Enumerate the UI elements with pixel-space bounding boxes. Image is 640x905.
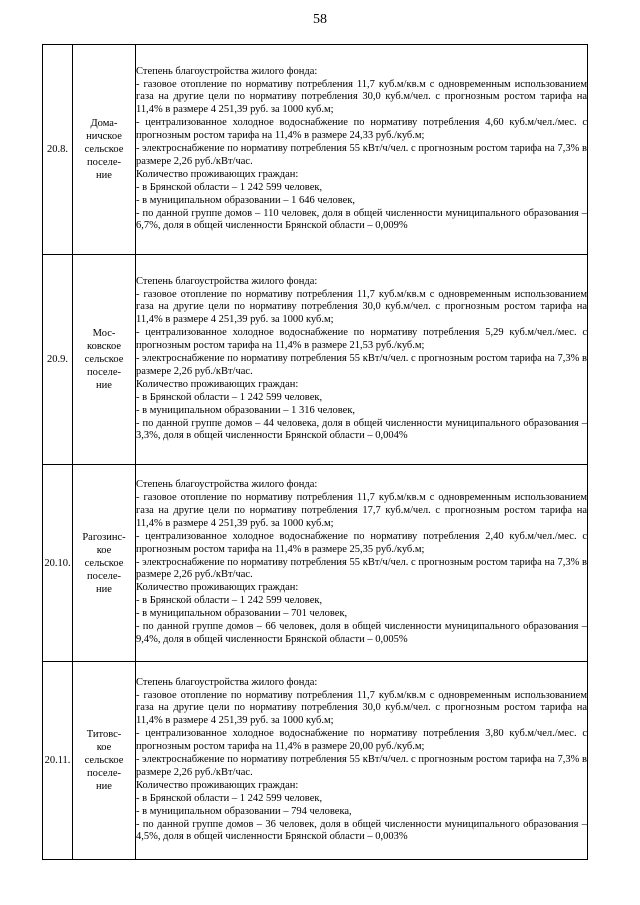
municipality-population: - в муниципальном образовании – 794 человека, xyxy=(136,805,352,817)
table-row xyxy=(43,465,588,662)
housing-heading: Степень благоустройства жилого фонда: xyxy=(136,676,318,688)
settlement-name-line: ковское xyxy=(87,341,121,352)
settlement-name-line: ние xyxy=(96,583,112,595)
housing-heading: Степень благоустройства жилого фонда: xyxy=(136,479,318,491)
page-number: 58 xyxy=(313,12,327,27)
electricity-item: - электроснабжение по нормативу потребления 55 кВт/ч/чел. с прогнозным ростом тарифа на 7,3% в размере 2,26 руб./кВт/час. xyxy=(136,353,587,377)
housing-heading: Степень благоустройства жилого фонда: xyxy=(136,275,318,287)
row-number: 20.8. xyxy=(43,45,73,255)
table-row xyxy=(43,255,588,465)
water-supply-item: - централизованное холодное водоснабжение по нормативу потребления 4,60 куб.м/чел./мес. с прогнозным ростом тарифа на 11,4% в размере 24,33 руб./куб.м; xyxy=(136,117,587,142)
residents-heading: Количество проживающих граждан: xyxy=(136,378,299,390)
settlement-description xyxy=(136,465,588,662)
housing-heading: Степень благоустройства жилого фонда: xyxy=(136,65,318,77)
gas-heating-item: - газовое отопление по нормативу потребления 11,7 куб.м/кв.м с одновременным использованием газа на другие цели по нормативу потребления 30,0 куб.м/чел. с прогнозным ростом тарифа на 11,4% в размере 4 251,39 руб. за 1000 куб.м; xyxy=(136,78,587,116)
electricity-item: - электроснабжение по нормативу потребления 55 кВт/ч/чел. с прогнозным ростом тарифа на 7,3% в размере 2,26 руб./кВт/час. xyxy=(136,754,587,778)
residents-heading: Количество проживающих граждан: xyxy=(136,779,299,791)
municipality-population: - в муниципальном образовании – 1 646 человек, xyxy=(136,194,356,206)
settlement-name-line: ние xyxy=(96,781,112,792)
water-supply-item: - централизованное холодное водоснабжение по нормативу потребления 3,80 куб.м/чел./мес. с прогнозным ростом тарифа на 11,4% в размере 20,00 руб./куб.м; xyxy=(136,728,587,753)
table-row xyxy=(43,662,588,860)
group-share: - по данной группе домов – 66 человек, доля в общей численности муниципального образования – 9,4%, доля в общей численности Брянской области – 0,005% xyxy=(136,621,587,645)
settlements-table xyxy=(42,44,588,860)
settlement-name-line: сельское xyxy=(84,557,124,569)
region-population: - в Брянской области – 1 242 599 человек, xyxy=(136,595,323,607)
region-population: - в Брянской области – 1 242 599 человек, xyxy=(136,792,323,804)
settlement-description xyxy=(136,662,588,860)
settlement-name-line: ние xyxy=(96,380,112,391)
settlement-name xyxy=(73,255,136,465)
municipality-population: - в муниципальном образовании – 701 человек, xyxy=(136,608,348,620)
settlement-name xyxy=(73,45,136,255)
row-number: 20.10. xyxy=(43,465,73,662)
settlement-name-line: Рагозинс- xyxy=(82,531,126,543)
electricity-item: - электроснабжение по нормативу потребления 55 кВт/ч/чел. с прогнозным ростом тарифа на 7,3% в размере 2,26 руб./кВт/час. xyxy=(136,143,587,167)
region-population: - в Брянской области – 1 242 599 человек, xyxy=(136,181,323,193)
row-number: 20.9. xyxy=(43,255,73,465)
settlement-name-line: сельское xyxy=(84,755,124,766)
group-share: - по данной группе домов – 36 человек, доля в общей численности муниципального образования – 4,5%, доля в общей численности Брянской области – 0,003% xyxy=(136,818,587,843)
settlement-name-line: Дома- xyxy=(90,118,118,129)
residents-heading: Количество проживающих граждан: xyxy=(136,168,299,180)
municipality-population: - в муниципальном образовании – 1 316 человек, xyxy=(136,404,356,416)
row-number: 20.11. xyxy=(43,662,73,860)
gas-heating-item: - газовое отопление по нормативу потребления 11,7 куб.м/кв.м с одновременным использованием газа на другие цели по нормативу потребления 30,0 куб.м/чел. с прогнозным ростом тарифа на 11,4% в размере 4 251,39 руб. за 1000 куб.м; xyxy=(136,288,587,326)
settlement-name-line: поселе- xyxy=(87,157,121,168)
water-supply-item: - централизованное холодное водоснабжение по нормативу потребления 5,29 куб.м/чел./мес. с прогнозным ростом тарифа на 11,4% в размере 21,53 руб./куб.м; xyxy=(136,327,587,352)
group-share: - по данной группе домов – 44 человека, доля в общей численности муниципального образования – 3,3%, доля в общей численности Брянской области – 0,004% xyxy=(136,417,587,442)
gas-heating-item: - газовое отопление по нормативу потребления 11,7 куб.м/кв.м с одновременным использованием газа на другие цели по нормативу потребления 17,7 куб.м/чел. с прогнозным ростом тарифа на 11,4% в размере 4 251,39 руб. за 1000 куб.м; xyxy=(136,492,587,529)
settlement-name-line: сельское xyxy=(84,144,124,155)
settlement-name-line: Титовс- xyxy=(86,729,122,740)
table-row xyxy=(43,45,588,255)
electricity-item: - электроснабжение по нормативу потребления 55 кВт/ч/чел. с прогнозным ростом тарифа на 7,3% в размере 2,26 руб./кВт/час. xyxy=(136,556,587,581)
settlement-name-line: Мос- xyxy=(92,328,116,339)
settlement-name xyxy=(73,465,136,662)
settlement-description xyxy=(136,255,588,465)
settlement-name xyxy=(73,662,136,860)
settlement-name-line: ничское xyxy=(86,131,122,142)
settlement-name-line: ние xyxy=(96,170,112,181)
group-share: - по данной группе домов – 110 человек, доля в общей численности муниципального образования – 6,7%, доля в общей численности Брянской области – 0,009% xyxy=(136,207,587,232)
settlement-name-line: кое xyxy=(96,742,112,753)
region-population: - в Брянской области – 1 242 599 человек, xyxy=(136,391,323,403)
settlement-name-line: поселе- xyxy=(87,768,121,779)
residents-heading: Количество проживающих граждан: xyxy=(136,582,299,594)
settlement-name-line: сельское xyxy=(84,354,124,365)
settlement-description xyxy=(136,45,588,255)
settlement-name-line: кое xyxy=(96,544,112,556)
settlement-name-line: поселе- xyxy=(87,367,121,378)
settlement-name-line: поселе- xyxy=(87,570,121,582)
water-supply-item: - централизованное холодное водоснабжение по нормативу потребления 2,40 куб.м/чел./мес. с прогнозным ростом тарифа на 11,4% в размере 25,35 руб./куб.м; xyxy=(136,530,587,555)
gas-heating-item: - газовое отопление по нормативу потребления 11,7 куб.м/кв.м с одновременным использованием газа на другие цели по нормативу потребления 30,0 куб.м/чел. с прогнозным ростом тарифа на 11,4% в размере 4 251,39 руб. за 1000 куб.м; xyxy=(136,689,587,727)
